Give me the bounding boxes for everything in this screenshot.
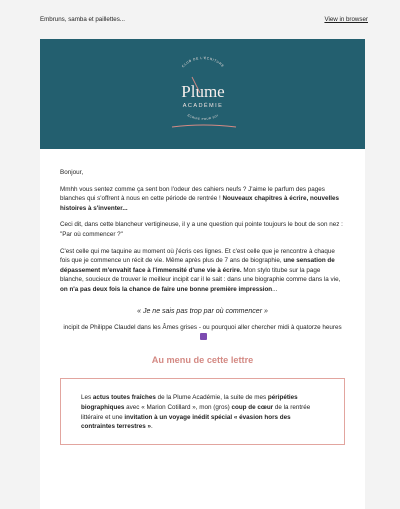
greeting: Bonjour, [60, 169, 84, 176]
newsletter-card [40, 39, 365, 509]
plume-academie-logo [148, 55, 258, 135]
logo-title: Plume [180, 82, 225, 101]
paragraph-question: Ceci dit, dans cette blancheur vertigineuse, il y a une question qui pointe toujours le bout de son nez : "Par où commencer ?" [60, 221, 343, 238]
quote-caption: incipit de Philippe Claudel dans les Âmes grises - ou pourquoi aller chercher midi à quatorze heures [60, 323, 345, 342]
svg-text:CLUB DE L'ÉCRITURE [180, 55, 224, 68]
top-bar [0, 0, 400, 39]
logo-tagline: ÉCRIRE POUR SOI [186, 113, 219, 121]
menu-title: Au menu de cette lettre [151, 355, 254, 366]
logo-arc-text: CLUB DE L'ÉCRITURE [180, 55, 225, 69]
incipit-quote: « Je ne sais pas trop par où commencer » [137, 307, 268, 315]
letter-body [40, 149, 365, 445]
logo-underline [172, 125, 236, 127]
paragraph-intro: Mmhh vous sentez comme ça sent bon l'odeur des cahiers neufs ? J'aime le parfum des pages blanches qui s'offrent à nous en cette période de rentrée ! Nouveaux chapitres à écrire, nouvelles histoires à s'inventer... [60, 185, 340, 212]
view-in-browser-link[interactable]: View in browser [324, 16, 368, 23]
preheader-text: Embruns, samba et paillettes... [40, 16, 125, 23]
header-banner [40, 39, 365, 149]
paragraph-biography: C'est celle qui me taquine au moment où j'écris ces lignes. Et c'est celle que je rencontre à chaque fois que je commence un récit de vie. Même après plus de 7 ans de biographie, une sensation de dépassement m'envahit face à l'immensité d'une vie à écrire. Mon stylo titube sur la page blanche, soucieux de trouver le meilleur incipit car il le sait : dans une biographie comme dans la vie, on n'a pas deux fois la chance de faire une bonne première impression... [60, 247, 341, 293]
menu-box: Les actus toutes fraîches de la Plume Académie, la suite de mes péripéties biographiques avec « Marion Cotillard », mon (gros) coup de cœur de la rentrée littéraire et une invitation à un voyage inédit spécial « évasion hors des contraintes terrestres ». [60, 378, 345, 445]
svg-text:ÉCRIRE POUR SOI [186, 112, 218, 121]
person-shrugging-icon [200, 333, 207, 340]
logo-subtitle: ACADÉMIE [182, 103, 223, 109]
